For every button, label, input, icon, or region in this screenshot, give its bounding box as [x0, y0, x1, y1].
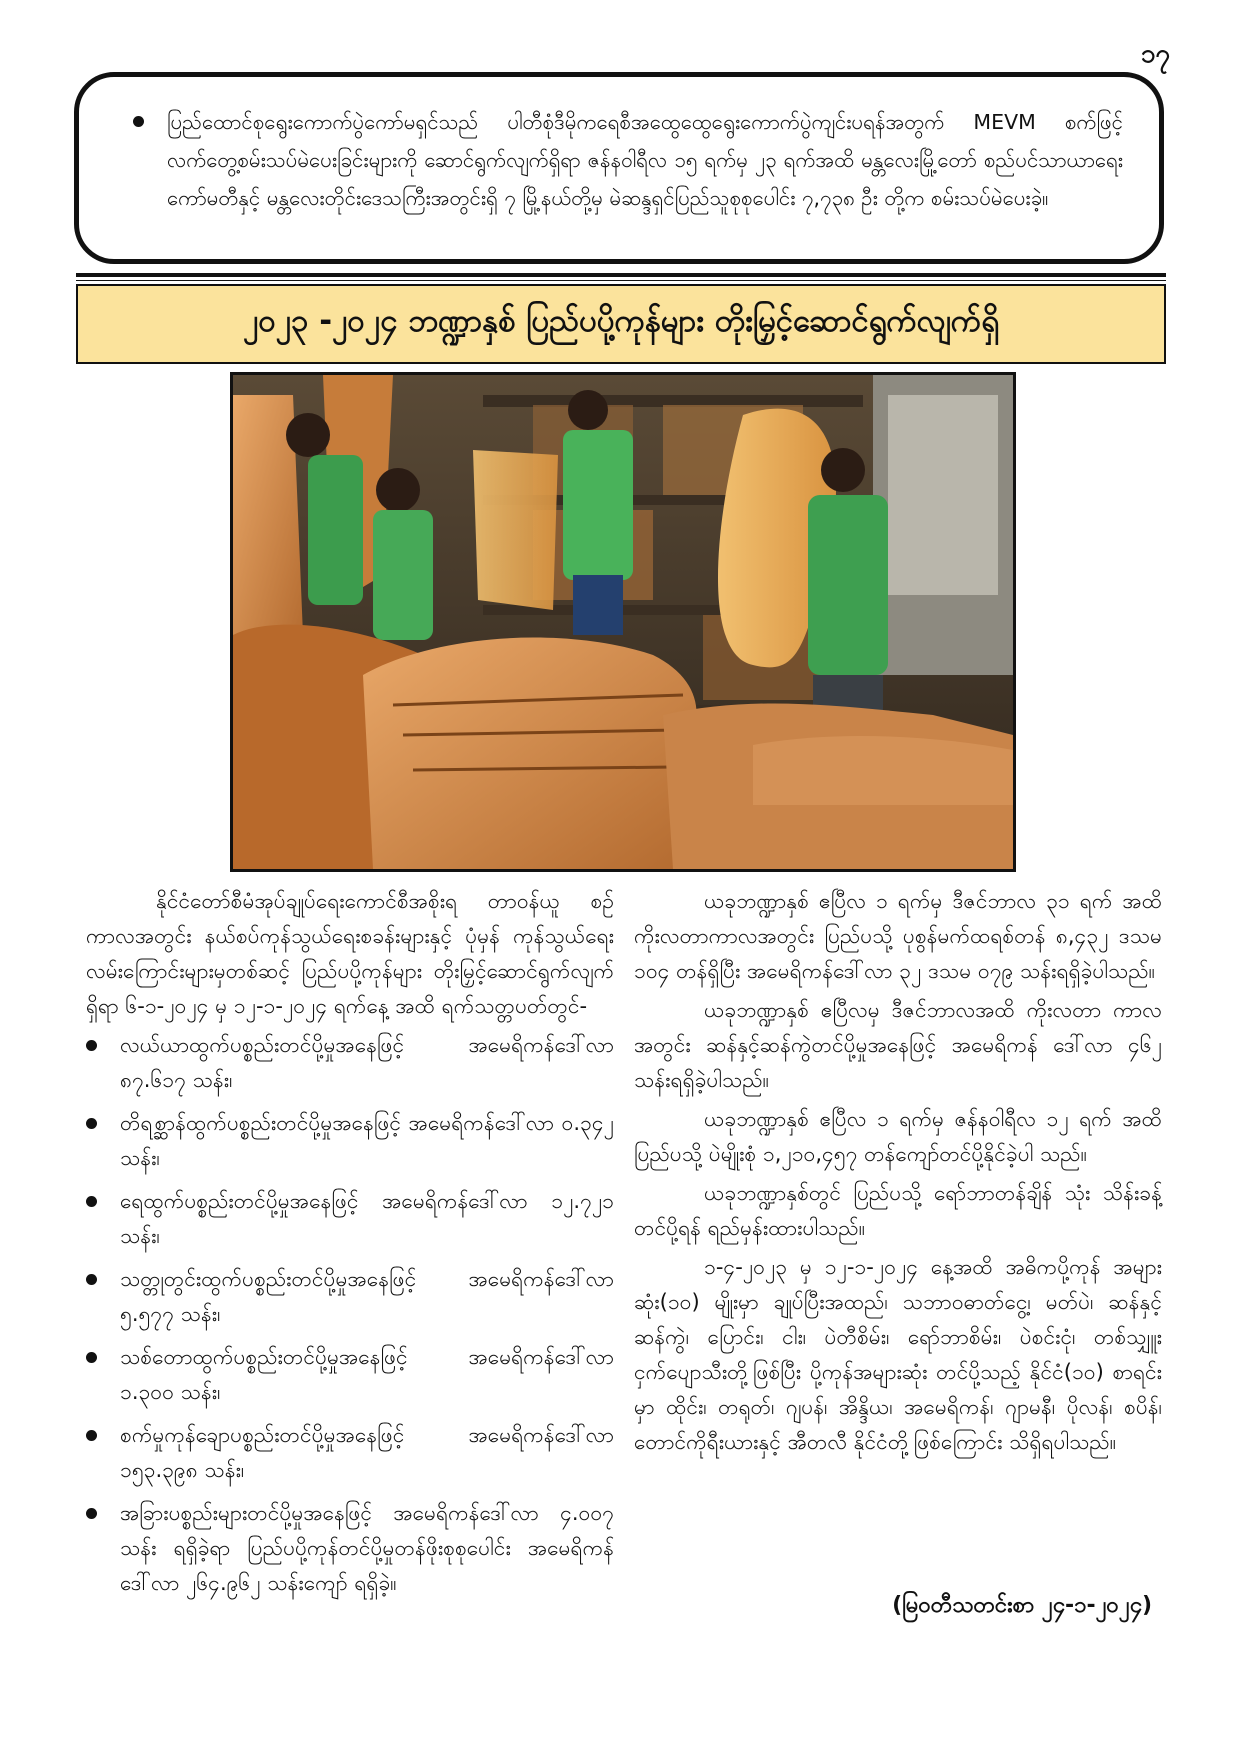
page-number: ၁၇	[1140, 39, 1170, 69]
export-item-mineral: သတ္တုတွင်းထွက်ပစ္စည်းတင်ပို့မှုအနေဖြင့် အမေရိကန်ဒေါ်လာ ၅.၅၇၇ သန်း၊	[86, 1262, 614, 1332]
source-credit: (မြဝတီသတင်းစာ ၂၄-၁-၂၀၂၄)	[892, 1593, 1152, 1618]
rubber-sheet-workers-photo-icon	[233, 375, 1013, 869]
divider-thin	[76, 280, 1166, 281]
export-category-list	[86, 1028, 614, 1601]
export-item-other-total: အခြားပစ္စည်းများတင်ပို့မှုအနေဖြင့် အမေရိကန်ဒေါ်လာ ၄.၀၀၇ သန်း ရရှိခဲ့ရာ ပြည်ပပို့ကုန်တင်ပို့မှုတန်ဖိုးစုစုပေါင်း အမေရိကန်ဒေါ်လာ ၂၆၄.၉၆၂ သန်းကျော် ရရှိခဲ့။	[86, 1496, 614, 1601]
callout-item: ပြည်ထောင်စုရွေးကောက်ပွဲကော်မရှင်သည် ပါတီစုံဒီမိုကရေစီအထွေထွေရွေးကောက်ပွဲကျင်းပရန်အတွက် MEVM စက်ဖြင့် လက်တွေ့စမ်းသပ်မဲပေးခြင်းများကို ဆောင်ရွက်လျက်ရှိရာ ဇန်နဝါရီလ ၁၅ ရက်မှ ၂၃ ရက်အထိ မန္တလေးမြို့တော် စည်ပင်သာယာရေးကော်မတီနှင့် မန္တလေးတိုင်းဒေသကြီးအတွင်းရှိ ၇ မြို့နယ်တို့မှ မဲဆန္ဒရှင်ပြည်သူစုစုပေါင်း ၇,၇၃၈ ဦး တို့က စမ်းသပ်မဲပေးခဲ့။	[133, 103, 1123, 217]
left-column	[86, 884, 614, 1609]
paragraph-rice: ယခုဘဏ္ဍာနှစ် ဧပြီလမှ ဒီဇင်ဘာလအထိ ကိုးလတာ ကာလအတွင်း ဆန်နှင့်ဆန်ကွဲတင်ပို့မှုအနေဖြင့် အမေရိကန် ဒေါ်လာ ၄၆၂ သန်းရရှိခဲ့ပါသည်။	[634, 998, 1162, 1092]
right-column	[634, 884, 1162, 1464]
callout-box	[74, 72, 1164, 264]
export-item-fishery: ရေထွက်ပစ္စည်းတင်ပို့မှုအနေဖြင့် အမေရိကန်ဒေါ်လာ ၁၂.၇၂၁ သန်း၊	[86, 1184, 614, 1254]
export-item-livestock: တိရစ္ဆာန်ထွက်ပစ္စည်းတင်ပို့မှုအနေဖြင့် အမေရိကန်ဒေါ်လာ ၀.၃၄၂ သန်း၊	[86, 1106, 614, 1176]
news-photo	[230, 372, 1016, 872]
headline-banner	[76, 284, 1166, 364]
paragraph-top-exports: ၁-၄-၂၀၂၃ မှ ၁၂-၁-၂၀၂၄ နေ့အထိ အဓိကပို့ကုန် အများဆုံး(၁၀) မျိုးမှာ ချုပ်ပြီးအထည်၊ သဘာဝဓာတ်ငွေ့၊ မတ်ပဲ၊ ဆန်နှင့်ဆန်ကွဲ၊ ပြောင်း၊ ငါး၊ ပဲတီစိမ်း၊ ရော်ဘာစိမ်း၊ ပဲစင်းငုံ၊ တစ်သျှူးငှက်ပျောသီးတို့ဖြစ်ပြီး ပို့ကုန်အများဆုံး တင်ပို့သည့် နိုင်ငံ(၁၀) စာရင်းမှာ ထိုင်း၊ တရုတ်၊ ဂျပန်၊ အိန္ဒိယ၊ အမေရိကန်၊ ဂျာမနီ၊ ပိုလန်၊ စပိန်၊ တောင်ကိုရီးယားနှင့် အီတလီ နိုင်ငံတို့ဖြစ်ကြောင်း သိရှိရပါသည်။	[634, 1255, 1162, 1454]
divider-thick	[76, 273, 1166, 277]
paragraph-pulses: ယခုဘဏ္ဍာနှစ် ဧပြီလ ၁ ရက်မှ ဇန်နဝါရီလ ၁၂ ရက် အထိ ပြည်ပသို့ ပဲမျိုးစုံ ၁,၂၁၀,၄၅၇ တန်ကျော်တင်ပို့နိုင်ခဲ့ပါ သည်။	[634, 1107, 1162, 1166]
export-item-forestry: သစ်တောထွက်ပစ္စည်းတင်ပို့မှုအနေဖြင့် အမေရိကန်ဒေါ်လာ ၁.၃၀၀ သန်း၊	[86, 1340, 614, 1410]
paragraph-rubber: ယခုဘဏ္ဍာနှစ်တွင် ပြည်ပသို့ ရော်ဘာတန်ချိန် သုံး သိန်းခန့်တင်ပို့ရန် ရည်မှန်းထားပါသည်။	[634, 1181, 1162, 1240]
paragraph-prawn: ယခုဘဏ္ဍာနှစ် ဧပြီလ ၁ ရက်မှ ဒီဇင်ဘာလ ၃၁ ရက် အထိ ကိုးလတာကာလအတွင်း ပြည်ပသို့ ပုစွန်မက်ထရစ်တန် ၈,၄၃၂ ဒသမ ၁၀၄ တန်ရှိပြီး အမေရိကန်ဒေါ်လာ ၃၂ ဒသမ ၀၇၉ သန်းရရှိခဲ့ပါသည်။	[634, 889, 1162, 983]
headline: ၂၀၂၃ -၂၀၂၄ ဘဏ္ဍာနှစ် ပြည်ပပို့ကုန်များ တိုးမြှင့်ဆောင်ရွက်လျက်ရှိ	[243, 303, 999, 339]
export-item-agriculture: လယ်ယာထွက်ပစ္စည်းတင်ပို့မှုအနေဖြင့် အမေရိကန်ဒေါ်လာ ၈၇.၆၁၇ သန်း၊	[86, 1028, 614, 1098]
callout-list	[133, 103, 1123, 217]
intro-paragraph: နိုင်ငံတော်စီမံအုပ်ချုပ်ရေးကောင်စီအစိုးရ တာဝန်ယူ စဉ်ကာလအတွင်း နယ်စပ်ကုန်သွယ်ရေးစခန်းများနှင့် ပုံမှန် ကုန်သွယ်ရေးလမ်းကြောင်းများမှတစ်ဆင့် ပြည်ပပို့ကုန်များ တိုးမြှင့်ဆောင်ရွက်လျက်ရှိရာ ၆-၁-၂၀၂၄ မှ ၁၂-၁-၂၀၂၄ ရက်နေ့ အထိ ရက်သတ္တပတ်တွင်-	[86, 889, 614, 1018]
export-item-manufactured: စက်မှုကုန်ချောပစ္စည်းတင်ပို့မှုအနေဖြင့် အမေရိကန်ဒေါ်လာ ၁၅၃.၃၉၈ သန်း၊	[86, 1418, 614, 1488]
